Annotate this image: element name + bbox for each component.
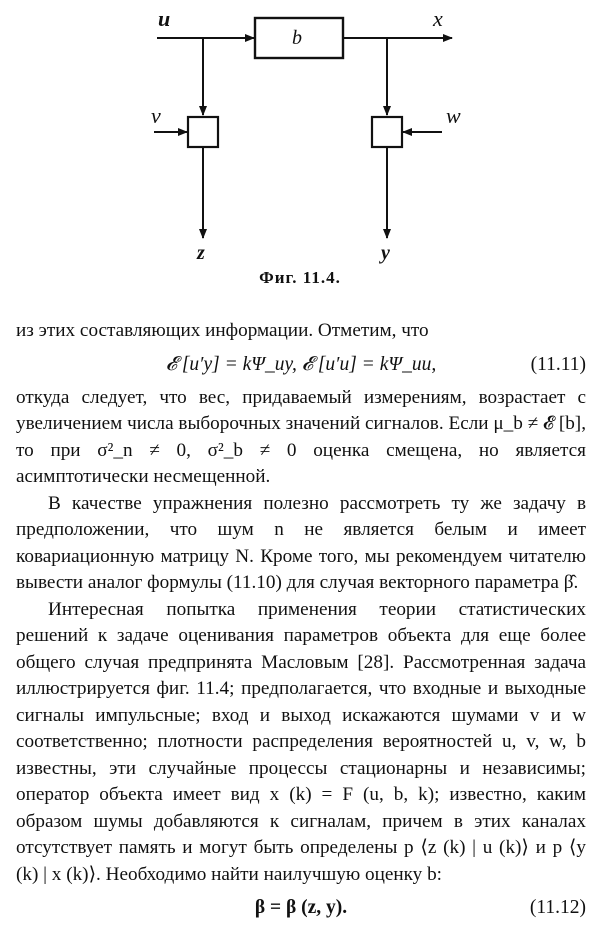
equation-11-12-number: (11.12) [529, 897, 586, 918]
label-u: u [158, 6, 171, 31]
label-v: v [151, 103, 161, 128]
output-noise-adder [372, 117, 402, 147]
equation-11-12-formula: β = β (z, y). [254, 897, 348, 918]
paragraph-exercise: В качестве упражнения полезно рассмотреть ту же задачу в предположении, что шум n не является белым и имеет ковариационную матрицу N. Кроме того, мы рекомендуем читателю вывести аналог формулы (11.10) для случая векторного параметра β̂. [16, 492, 586, 593]
equation-11-11 [16, 345, 586, 385]
paragraph-maslov: Интересная попытка применения теории статистических решений к задаче оценивания параметров объекта для еще более общего случая предпринята Масловым [28]. Рассмотренная задача иллюстрируется фиг. 11.4; предполагается, что входные и выходные сигналы импульсные; вход и выход искажаются шумами v и w соответственно; плотности распределения вероятностей u, v, w, b известны, эти случайные процессы стационарны и независимы; оператор объекта имеет вид x (k) = F (u, b, k); известно, каким образом шумы добавляются к сигналам, причем в этих каналах отсутствует память и могут быть определены p ⟨z (k) | u (k)⟩ и p ⟨y (k) | x (k)⟩. Необходимо найти наилучшую оценку b: [16, 598, 586, 885]
input-noise-adder [188, 117, 218, 147]
main-text [16, 318, 586, 928]
label-b: b [292, 27, 302, 49]
paragraph-weight: откуда следует, что вес, придаваемый измерениям, возрастает с увеличением числа выборочных значений сигналов. Если μ_b ≠ 𝓔 [b], то при σ²_n ≠ 0, σ²_b ≠ 0 оценка смещена, но является асимптотически несмещенной. [16, 386, 586, 487]
label-w: w [446, 103, 461, 128]
block-diagram [0, 0, 600, 300]
intro-line: из этих составляющих информации. Отметим, что [16, 320, 429, 341]
equation-11-11-number: (11.11) [530, 353, 586, 375]
label-y: y [381, 242, 390, 264]
figure-caption: Фиг. 11.4. [259, 268, 341, 287]
label-x: x [433, 6, 443, 31]
equation-11-11-formula: 𝓔 [u′y] = kΨ_uy, 𝓔 [u′u] = kΨ_uu, [165, 353, 437, 375]
label-z: z [197, 242, 205, 264]
equation-11-12 [16, 888, 586, 928]
